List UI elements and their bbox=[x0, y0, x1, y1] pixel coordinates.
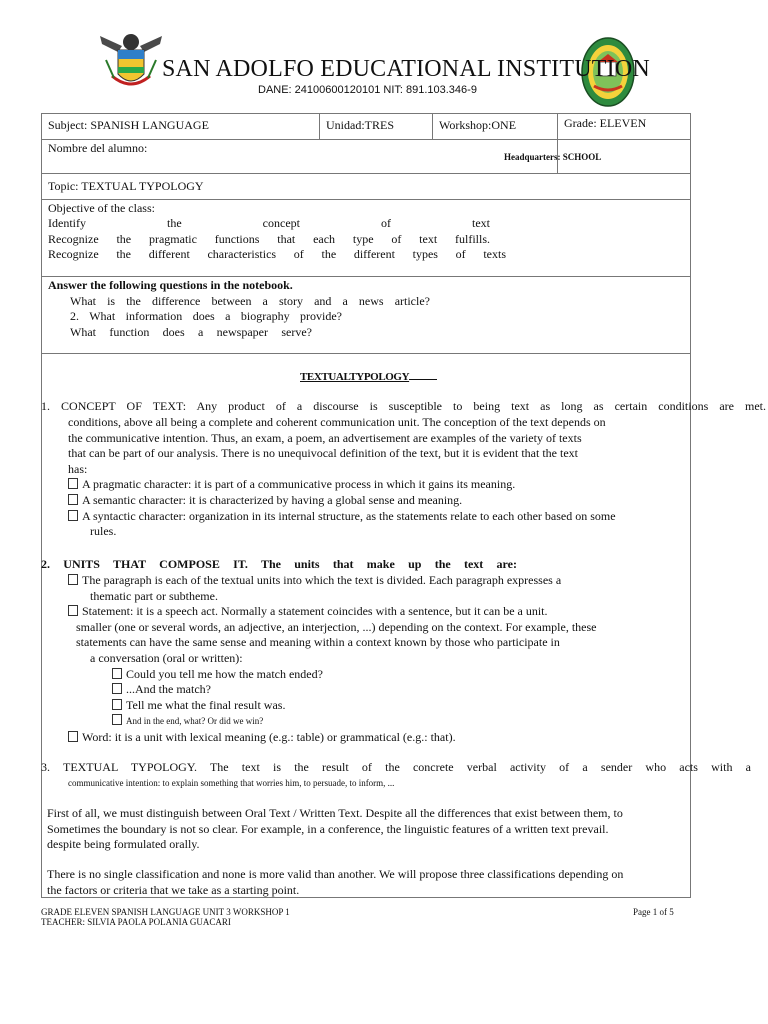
bullet-item bbox=[68, 730, 597, 746]
concept-of-text-paragraph bbox=[68, 415, 616, 540]
bullet-text: Word: it is a unit with lexical meaning (e.g.: table) or grammatical (e.g.: that). bbox=[82, 729, 456, 744]
page-number: Page 1 of 5 bbox=[633, 907, 674, 917]
bullet-square-icon bbox=[112, 668, 122, 679]
bullet-text: The paragraph is each of the textual units into which the text is divided. Each paragraph expresses a bbox=[82, 573, 562, 587]
question-item: What function does a newspaper serve? bbox=[70, 324, 312, 339]
objective-item: Identify the concept of text bbox=[48, 216, 490, 231]
unidad-cell: Unidad:TRES bbox=[320, 114, 433, 140]
bullet-square-icon bbox=[68, 494, 78, 505]
student-name-cell: Nombre del alumno: bbox=[42, 140, 558, 174]
concept-of-text-first-line: 1. CONCEPT OF TEXT: Any product of a discourse is susceptible to being text as long as certain conditions are met. bbox=[41, 399, 766, 413]
bullet-text: A syntactic character: organization in its internal structure, as the statements relate to each other based on some bbox=[82, 508, 616, 523]
footer-course-line: GRADE ELEVEN SPANISH LANGUAGE UNIT 3 WORKSHOP 1 bbox=[41, 907, 290, 917]
example-text: Tell me what the final result was. bbox=[126, 697, 286, 712]
workshop-cell: Workshop:ONE bbox=[433, 114, 558, 140]
question-item: 2. What information does a biography provide? bbox=[70, 309, 342, 323]
bullet-item bbox=[68, 493, 616, 509]
paragraph-line: a conversation (oral or written): bbox=[90, 650, 243, 665]
school-name-title: SAN ADOLFO EDUCATIONAL INSTITUTION bbox=[162, 56, 650, 82]
paragraph-line: the communicative intention. Thus, an exam, a poem, an advertisement are examples of the variety of texts bbox=[68, 430, 582, 445]
bullet-square-icon bbox=[112, 699, 122, 710]
example-text: And in the end, what? Or did we win? bbox=[126, 716, 264, 727]
colombia-coat-of-arms-icon bbox=[92, 30, 170, 92]
footer bbox=[41, 907, 290, 927]
headquarters-cell bbox=[504, 140, 691, 174]
page-bottom-rule bbox=[41, 897, 691, 898]
textual-typology-second-line: communicative intention: to explain something that worries him, to persuade, to inform, ... bbox=[68, 778, 395, 788]
paragraph-line: There is no single classification and none is more valid than another. We will propose three classifications depending on bbox=[47, 867, 624, 881]
bullet-item bbox=[68, 509, 616, 525]
bullet-item bbox=[68, 573, 597, 589]
example-item bbox=[112, 698, 597, 714]
footer-teacher-line: TEACHER: SILVIA PAOLA POLANIA GUACARI bbox=[41, 917, 231, 927]
textual-typology-first-line: 3. TEXTUAL TYPOLOGY. The text is the result of the concrete verbal activity of a sender who acts with a bbox=[41, 760, 751, 774]
questions-title: Answer the following questions in the notebook. bbox=[48, 278, 293, 292]
classification-paragraph bbox=[47, 867, 623, 898]
paragraph-line: the factors or criteria that we take as a starting point. bbox=[47, 882, 300, 897]
bullet-square-icon bbox=[112, 714, 122, 725]
bullet-item bbox=[68, 477, 616, 493]
section-heading bbox=[300, 370, 437, 383]
content-box-right-border bbox=[690, 353, 691, 898]
section-heading-text: TEXTUALTYPOLOGY bbox=[300, 371, 410, 383]
example-text: Could you tell me how the match ended? bbox=[126, 666, 323, 681]
subject-cell: Subject: SPANISH LANGUAGE bbox=[42, 114, 320, 140]
bullet-square-icon bbox=[68, 574, 78, 585]
bullet-square-icon bbox=[68, 605, 78, 616]
question-item: What is the difference between a story and a news article? bbox=[70, 293, 430, 308]
example-text: ...And the match? bbox=[126, 682, 211, 697]
bullet-text: Statement: it is a speech act. Normally a statement coincides with a sentence, but it can be a unit. bbox=[82, 604, 548, 619]
example-item bbox=[112, 667, 597, 683]
example-item bbox=[112, 713, 597, 730]
topic-cell: Topic: TEXTUAL TYPOLOGY bbox=[42, 174, 691, 200]
paragraph-line: First of all, we must distinguish between Oral Text / Written Text. Despite all the differences that exist between them, to bbox=[47, 806, 623, 820]
oral-written-paragraph bbox=[47, 806, 623, 853]
paragraph-line: Sometimes the boundary is not so clear. For example, in a conference, the linguistic features of a written text prevail. bbox=[47, 821, 609, 836]
questions-cell bbox=[42, 277, 691, 354]
example-item bbox=[112, 682, 597, 698]
paragraph-line: that can be part of our analysis. There is no unequivocal definition of the text, but it is evident that the text bbox=[68, 446, 578, 461]
paragraph-line: conditions, above all being a complete and coherent communication unit. The conception of the text depends on bbox=[68, 415, 606, 429]
paragraph-line: statements can have the same sense and meaning within a context known by those who participate in bbox=[76, 635, 560, 650]
dane-nit-line: DANE: 24100600120101 NIT: 891.103.346-9 bbox=[258, 84, 477, 96]
class-info-table bbox=[41, 113, 691, 354]
bullet-text: A pragmatic character: it is part of a communicative process in which it gains its meaning. bbox=[82, 477, 516, 492]
units-heading: 2. UNITS THAT COMPOSE IT. The units that make up the text are: bbox=[41, 557, 517, 571]
bullet-square-icon bbox=[68, 731, 78, 742]
objective-title: Objective of the class: bbox=[48, 201, 155, 215]
bullet-item bbox=[68, 604, 597, 620]
paragraph-line: has: bbox=[68, 461, 88, 476]
headquarters-label: Headquarters: SCHOOL bbox=[504, 152, 602, 162]
grade-cell: Grade: ELEVEN bbox=[558, 114, 691, 140]
objective-cell bbox=[42, 200, 691, 277]
bullet-text: A semantic character: it is characterized by having a global sense and meaning. bbox=[82, 492, 463, 507]
objective-item: Recognize the pragmatic functions that each type of text fulfills. bbox=[48, 231, 490, 246]
bullet-square-icon bbox=[68, 510, 78, 521]
objective-item: Recognize the different characteristics of the different types of texts bbox=[48, 247, 506, 262]
units-paragraph bbox=[68, 573, 597, 746]
bullet-square-icon bbox=[68, 478, 78, 489]
content-box-left-border bbox=[41, 353, 42, 898]
bullet-square-icon bbox=[112, 683, 122, 694]
paragraph-line: despite being formulated orally. bbox=[47, 837, 200, 852]
bullet-continuation: thematic part or subtheme. bbox=[90, 588, 218, 603]
paragraph-line: smaller (one or several words, an adjective, an interjection, ...) depending on the context. For example, these bbox=[76, 619, 597, 634]
bullet-continuation: rules. bbox=[90, 524, 117, 539]
